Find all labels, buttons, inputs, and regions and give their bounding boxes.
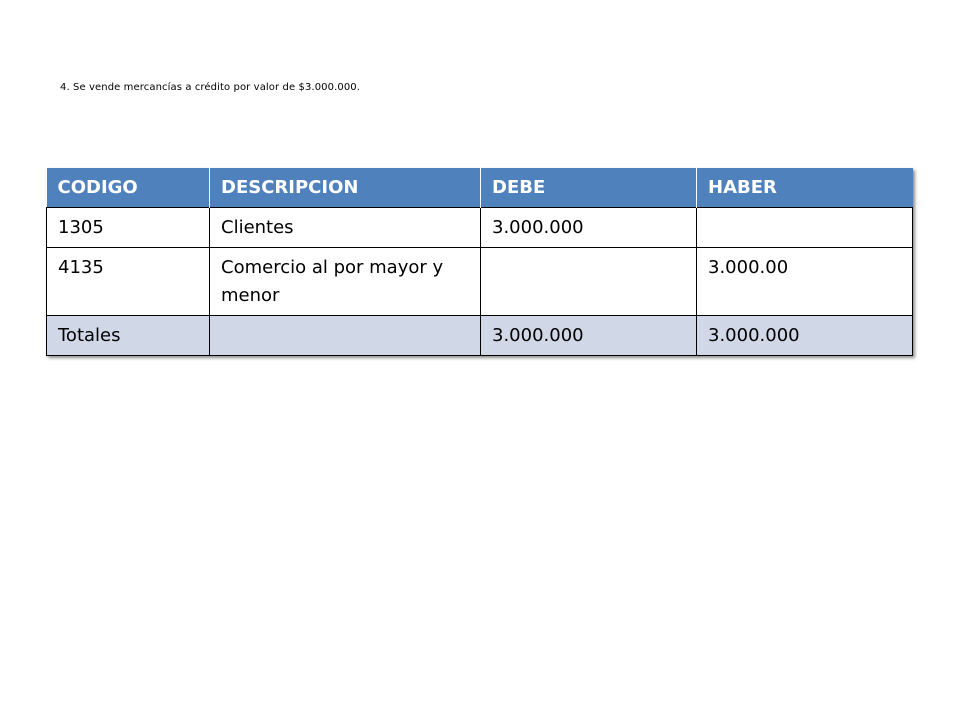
cell-descripcion (210, 316, 481, 356)
totals-row (47, 316, 913, 356)
cell-codigo: 4135 (47, 248, 210, 316)
cell-haber (697, 208, 913, 248)
table-row (47, 248, 913, 316)
header-debe: DEBE (481, 168, 697, 208)
cell-codigo: 1305 (47, 208, 210, 248)
cell-haber: 3.000.00 (697, 248, 913, 316)
header-codigo: CODIGO (47, 168, 210, 208)
cell-descripcion: Comercio al por mayor y menor (210, 248, 481, 316)
header-descripcion: DESCRIPCION (210, 168, 481, 208)
cell-totales-label: Totales (47, 316, 210, 356)
cell-descripcion: Clientes (210, 208, 481, 248)
table-header-row (47, 168, 913, 208)
exercise-caption: 4. Se vende mercancías a crédito por valor de $3.000.000. (60, 82, 361, 93)
header-haber: HABER (697, 168, 913, 208)
cell-debe: 3.000.000 (481, 208, 697, 248)
table-row (47, 208, 913, 248)
journal-entry-table (46, 168, 913, 356)
cell-debe (481, 248, 697, 316)
cell-total-haber: 3.000.000 (697, 316, 913, 356)
cell-total-debe: 3.000.000 (481, 316, 697, 356)
